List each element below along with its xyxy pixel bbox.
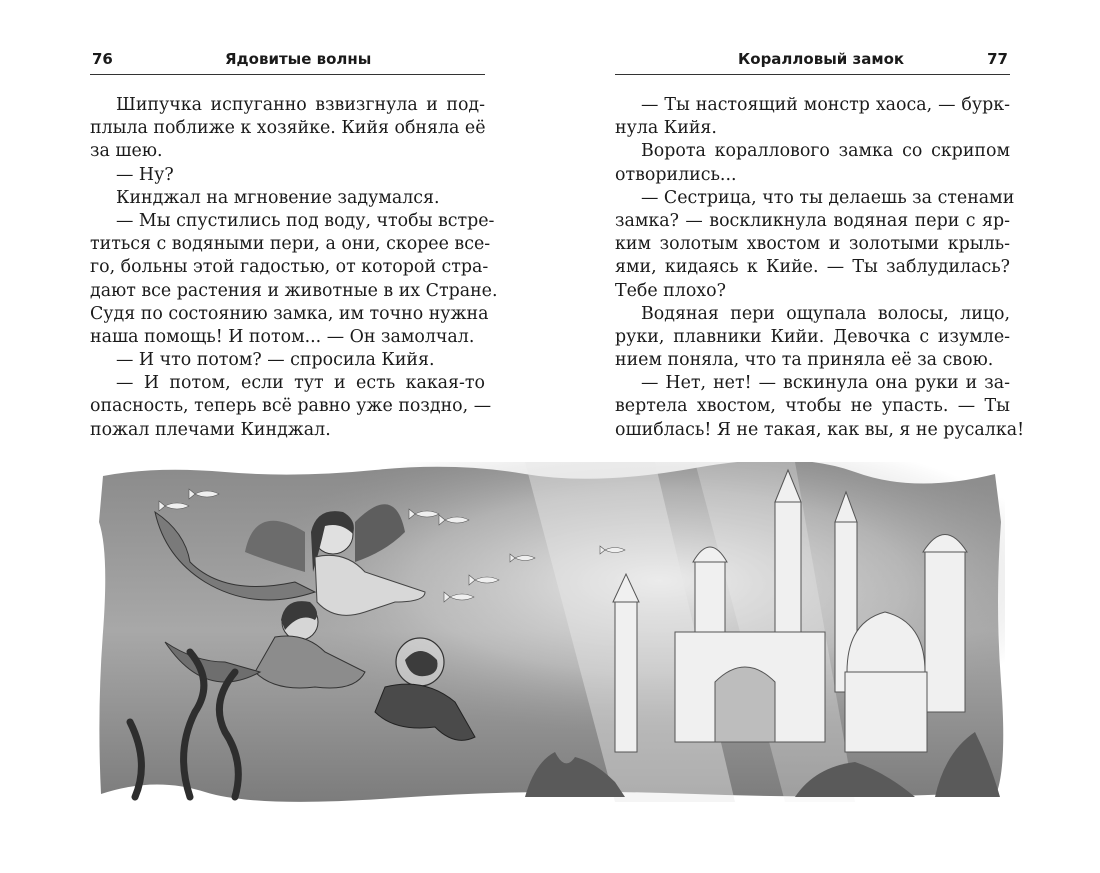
- text-line: за шею.: [90, 141, 163, 162]
- text-line: титься с водяными пери, а они, скорее все-: [90, 234, 491, 255]
- text-line: — Ты настоящий монстр хаоса, — бурк-: [641, 95, 1010, 115]
- right-page-number: 77: [987, 50, 1008, 68]
- text-line: го, больны этой гадостью, от которой стра-: [90, 257, 489, 278]
- text-line: — И что потом? — спросила Кийя.: [116, 350, 435, 371]
- text-line: Судя по состоянию замка, им точно нужна: [90, 303, 489, 324]
- text-line: Шипучка испуганно взвизгнула и под-: [116, 95, 485, 115]
- text-line: отворились...: [615, 164, 737, 185]
- text-line: пожал плечами Кинджал.: [90, 419, 331, 440]
- text-line: — И потом, если тут и есть какая-то: [116, 373, 485, 394]
- text-line: нула Кийя.: [615, 118, 717, 139]
- left-body-text: [90, 94, 498, 442]
- castle-tower: [925, 552, 965, 712]
- text-line: — Нет, нет! — вскинула она руки и за-: [641, 373, 1010, 394]
- castle-body: [845, 672, 927, 752]
- left-page-number: 76: [92, 50, 113, 68]
- left-running-title: Ядовитые волны: [225, 50, 372, 68]
- right-running-title: Коралловый замок: [738, 50, 905, 68]
- text-line: ями, кидаясь к Кийе. — Ты заблудилась?: [615, 257, 1010, 278]
- text-line: Ворота кораллового замка со скрипом: [641, 141, 1010, 162]
- text-line: — Мы спустились под воду, чтобы встре-: [116, 210, 495, 231]
- text-line: нием поняла, что та приняла её за свою.: [615, 350, 994, 371]
- text-line: — Сестрица, что ты делаешь за стенами: [641, 187, 1015, 208]
- text-line: Водяная пери ощупала волосы, лицо,: [641, 303, 1010, 324]
- right-body-text: [615, 94, 1025, 442]
- text-line: ким золотым хвостом и золотыми крыль-: [615, 234, 1010, 255]
- text-line: опасность, теперь всё равно уже поздно, —: [90, 396, 492, 417]
- text-line: руки, плавники Кийи. Девочка с изумле-: [615, 326, 1010, 347]
- text-line: вертела хвостом, чтобы не упасть. — Ты: [615, 396, 1010, 417]
- text-line: замка? — воскликнула водяная пери с яр-: [615, 210, 1010, 231]
- text-line: наша помощь! И потом... — Он замолчал.: [90, 326, 475, 347]
- text-line: дают все растения и животные в их Стране.: [90, 280, 498, 301]
- left-running-head: [90, 48, 485, 75]
- text-line: Тебе плохо?: [615, 280, 726, 301]
- gate-arch: [715, 667, 775, 742]
- text-line: Кинджал на мгновение задумался.: [116, 187, 440, 208]
- castle-tower: [615, 602, 637, 752]
- right-running-head: [615, 48, 1010, 75]
- text-line: ошиблась! Я не такая, как вы, я не русалка!: [615, 419, 1025, 440]
- text-line: — Ну?: [116, 164, 174, 185]
- text-line: плыла поближе к хозяйке. Кийя обняла её: [90, 118, 486, 139]
- underwater-castle-illustration: [95, 462, 1005, 802]
